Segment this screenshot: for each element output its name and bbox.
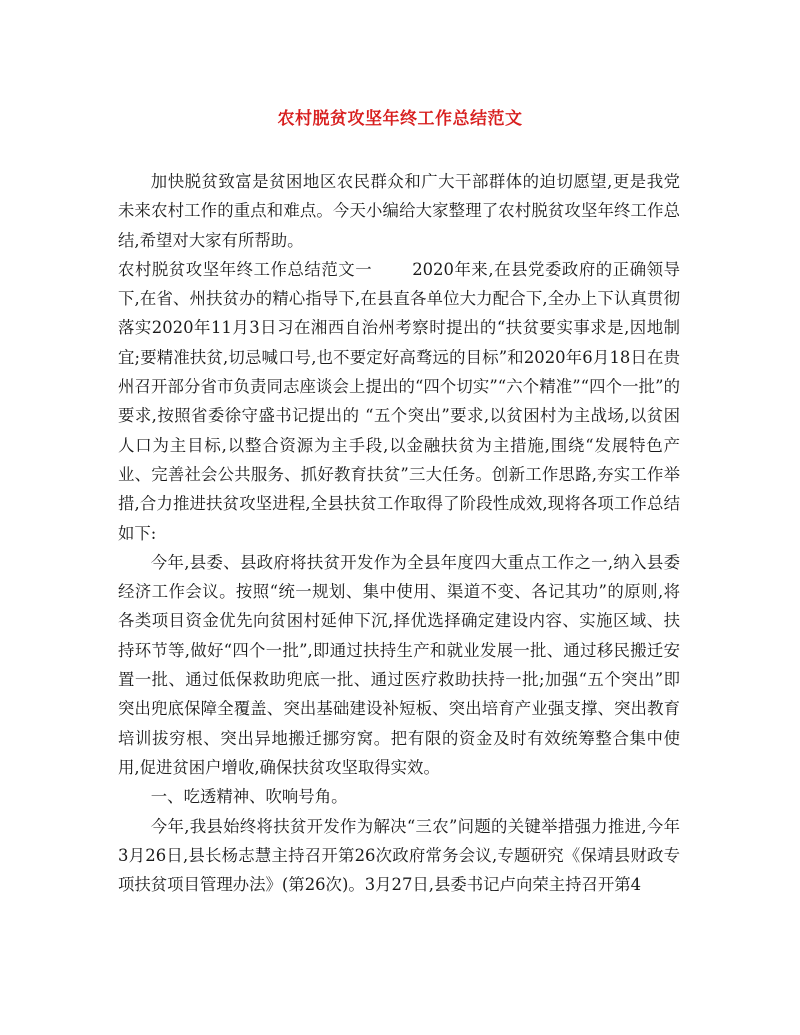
- heading-1: 一、吃透精神、吹响号角。: [150, 787, 348, 807]
- section1-paragraph: [118, 255, 680, 548]
- intro-paragraph: 加快脱贫致富是贫困地区农民群众和广大干部群体的迫切愿望,更是我党未来农村工作的重点和难点。今天小编给大家整理了农村脱贫攻坚年终工作总结,希望对大家有所帮助。: [118, 172, 680, 250]
- paragraph-2: 今年,县委、县政府将扶贫开发作为全县年度四大重点工作之一,纳入县委经济工作会议。按照“统一规划、集中使用、渠道不变、各记其功”的原则,将各类项目资金优先向贫困村延伸下沉,择优选择确定建设内容、实施区域、扶持环节等,做好“四个一批”,即通过扶持生产和就业发展一批、通过移民搬迁安置一批、通过低保救助兜底一批、通过医疗救助扶持一批;加强“五个突出”即突出兜底保障全覆盖、突出基础建设补短板、突出培育产业强支撑、突出教育培训拔穷根、突出异地搬迁挪穷窝。把有限的资金及时有效统筹整合集中使用,促进贫困户增收,确保扶贫攻坚取得实效。: [118, 552, 680, 777]
- paragraph-3: 今年,我县始终将扶贫开发作为解决“三农”问题的关键举措强力推进,今年3月26日,县长杨志慧主持召开第26次政府常务会议,专题研究《保靖县财政专项扶贫项目管理办法》(第26次)。3月27日,县委书记卢向荣主持召开第4: [118, 816, 680, 895]
- section1-text: 2020年来,在县党委政府的正确领导下,在省、州扶贫办的精心指导下,在县直各单位大力配合下,全办上下认真贯彻落实2020年11月3日习在湘西自治州考察时提出的“扶贫要实事求是,因地制宜;要精准扶贫,切忌喊口号,也不要定好高骛远的目标”和2020年6月18日在贵州召开部分省市负责同志座谈会上提出的“四个切实”“六个精准”“四个一批”的要求,按照省委徐守盛书记提出的 “五个突出”要求,以贫困村为主战场,以贫困人口为主目标,以整合资源为主手段,以金融扶贫为主措施,围绕“发展特色产业、完善社会公共服务、抓好教育扶贫”三大任务。创新工作思路,夯实工作举措,合力推进扶贫攻坚进程,全县扶贫工作取得了阶段性成效,现将各项工作总结如下:: [118, 259, 680, 543]
- section1-heading: 农村脱贫攻坚年终工作总结范文一: [118, 259, 373, 279]
- document-body: [118, 167, 680, 899]
- document-title: 农村脱贫攻坚年终工作总结范文: [277, 109, 523, 129]
